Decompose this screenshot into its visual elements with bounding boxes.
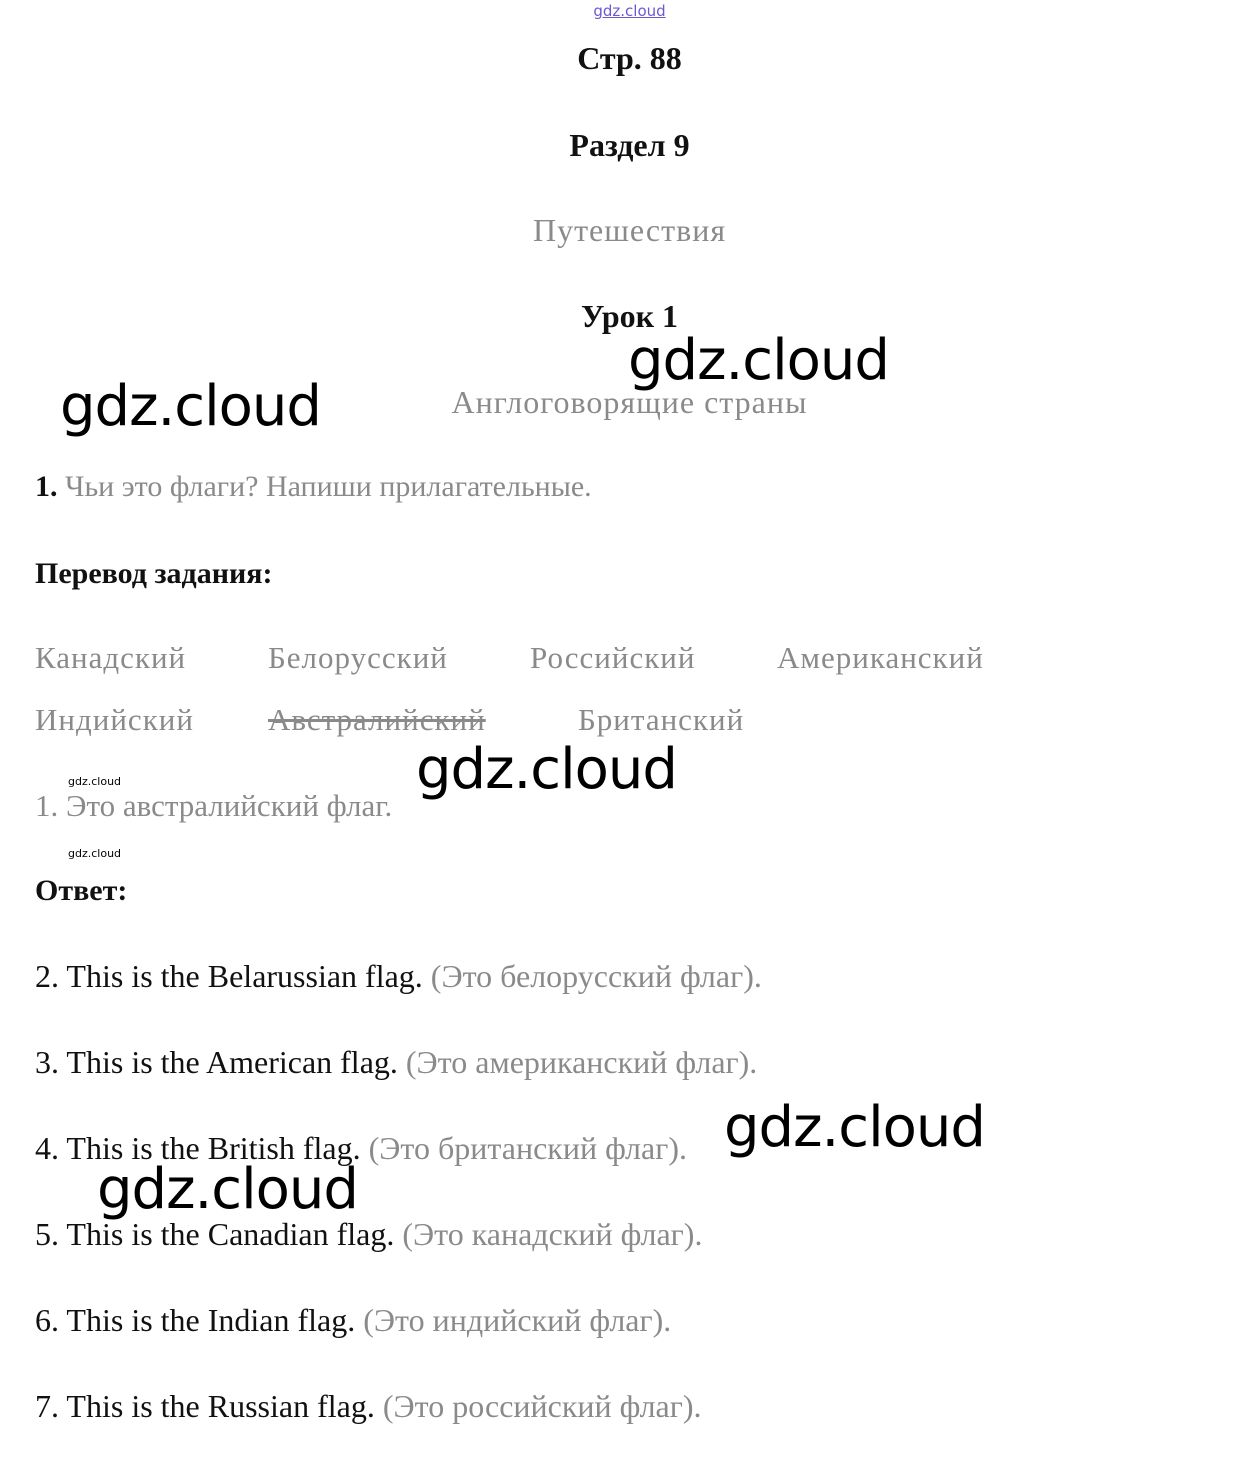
- word-canadian: Канадский: [35, 640, 187, 675]
- watermark-small: gdz.cloud: [68, 847, 122, 860]
- watermark: gdz.cloud: [628, 328, 889, 393]
- answer-item: 7. This is the Russian flag. (Это российский флаг).: [35, 1388, 702, 1424]
- section-topic: Путешествия: [532, 212, 727, 248]
- answer-item: 3. This is the American flag. (Это американский флаг).: [35, 1044, 758, 1080]
- answer-item: 2. This is the Belarussian flag. (Это белорусский флаг).: [35, 958, 762, 994]
- task-statement: [35, 470, 592, 504]
- answer-label: Ответ:: [35, 874, 128, 907]
- watermark: gdz.cloud: [724, 1095, 985, 1160]
- word-belarussian: Белорусский: [268, 640, 448, 675]
- word-indian: Индийский: [35, 702, 194, 737]
- lesson-topic: Англоговорящие страны: [451, 384, 808, 420]
- answer-item: 5. This is the Canadian flag. (Это канадский флаг).: [35, 1216, 703, 1252]
- word-russian: Российский: [530, 640, 696, 675]
- answer-item: 4. This is the British flag. (Это британский флаг).: [35, 1130, 687, 1166]
- word-american: Американский: [777, 640, 984, 675]
- watermark: gdz.cloud: [416, 737, 677, 802]
- watermark: gdz.cloud: [60, 374, 321, 439]
- lesson-title: Урок 1: [580, 298, 679, 334]
- site-link[interactable]: gdz.cloud: [593, 2, 666, 20]
- watermark-small: gdz.cloud: [68, 775, 122, 788]
- task-number: 1.: [35, 470, 58, 503]
- task-text: Чьи это флаги? Напиши прилагательные.: [65, 470, 592, 503]
- page-number: Стр. 88: [577, 40, 682, 76]
- section-title: Раздел 9: [569, 127, 690, 163]
- watermark: gdz.cloud: [97, 1157, 358, 1222]
- translation-label: Перевод задания:: [35, 557, 273, 590]
- word-australian-struck: Австралийский: [268, 702, 486, 737]
- word-british: Британский: [578, 702, 745, 737]
- answer-item: 6. This is the Indian flag. (Это индийский флаг).: [35, 1302, 672, 1338]
- example-sentence: 1. Это австралийский флаг.: [35, 788, 393, 823]
